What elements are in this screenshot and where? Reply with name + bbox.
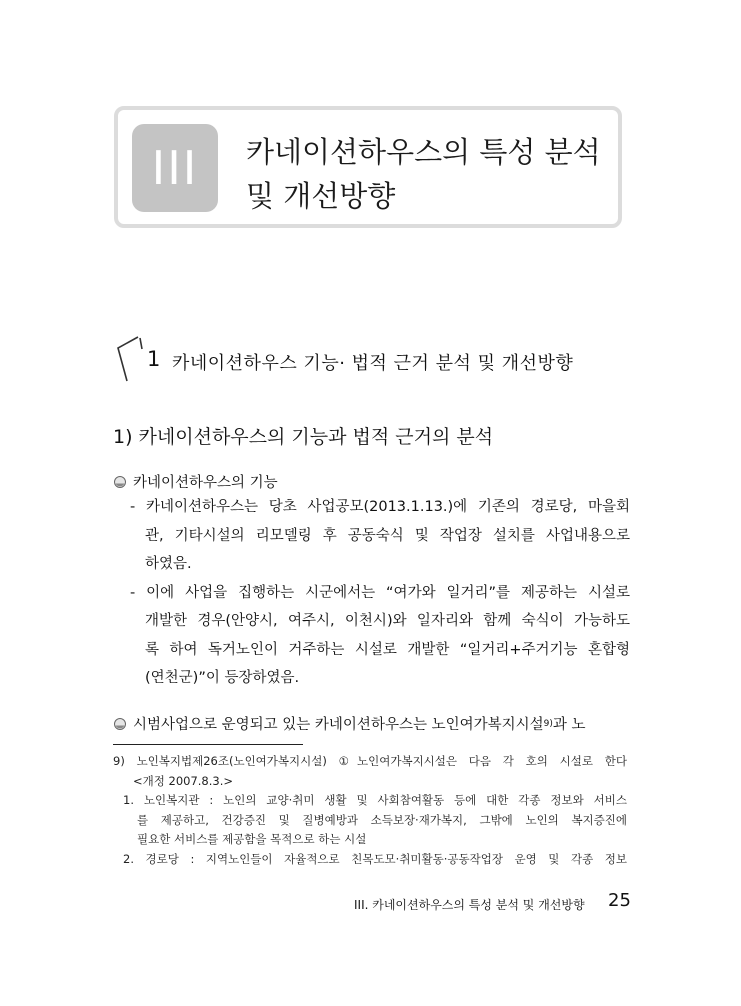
- bullet-text-tail: 과 노: [552, 717, 586, 733]
- section-heading: [114, 335, 634, 385]
- section-number: 1: [147, 347, 161, 371]
- body-line: 록 하여 독거노인이 거주하는 시설로 개발한 “일거리+주거기능 혼합형: [145, 641, 630, 658]
- footnote-line: 9) 노인복지법제26조(노인여가복지시설) ①노인여가복지시설은 다음 각 호의 시설로 한다: [113, 754, 627, 768]
- footnote-line: 1. 노인복지관 : 노인의 교양·취미 생활 및 사회참여활동 등에 대한 각종 정보와 서비스: [123, 793, 627, 807]
- chapter-title-line-2: 및 개선방향: [246, 179, 396, 213]
- subsection-title: 1) 카네이션하우스의 기능과 법적 근거의 분석: [113, 426, 494, 448]
- footnote-divider: [113, 744, 303, 745]
- footnote-ref[interactable]: 9): [543, 718, 553, 729]
- footnote: [113, 752, 627, 869]
- section-bracket-icon: [114, 335, 146, 385]
- bullet-circle-icon: [113, 717, 127, 731]
- footnote-line: 를 제공하고, 건강증진 및 질병예방과 소득보장·재가복지, 그밖에 노인의 복지증진에: [137, 812, 627, 827]
- bullet-item: [113, 471, 278, 492]
- chapter-header: [114, 106, 622, 228]
- chapter-title: [246, 130, 616, 218]
- body-line: - 이에 사업을 집행하는 시군에서는 “여가와 일거리”를 제공하는 시설로: [130, 584, 630, 601]
- section-title: 카네이션하우스 기능· 법적 근거 분석 및 개선방향: [172, 353, 574, 374]
- footnote-line: 2. 경로당 : 지역노인들이 자율적으로 친목도모·취미활동·공동작업장 운영 및 각종 정보: [123, 851, 627, 866]
- footnote-line: <개정 2007.8.3.>: [133, 773, 234, 788]
- bullet-label: 카네이션하우스의 기능: [133, 475, 278, 491]
- bullet-body: [130, 493, 630, 693]
- body-line: - 카네이션하우스는 당초 사업공모(2013.1.13.)에 기존의 경로당, 마을회: [130, 499, 630, 515]
- page-number: 25: [608, 890, 631, 911]
- chapter-numeral: III: [132, 124, 218, 212]
- body-line: 관, 기타시설의 리모델링 후 공동숙식 및 작업장 설치를 사업내용으로: [145, 527, 630, 544]
- bullet-item: [113, 713, 586, 734]
- body-line: 하였음.: [145, 556, 192, 572]
- bullet-text: 시범사업으로 운영되고 있는 카네이션하우스는 노인여가복지시설: [133, 717, 544, 733]
- footnote-line: 필요한 서비스를 제공함을 목적으로 하는 시설: [137, 832, 367, 846]
- running-footer: III. 카네이션하우스의 특성 분석 및 개선방향: [354, 898, 585, 912]
- body-line: 개발한 경우(안양시, 여주시, 이천시)와 일자리와 함께 숙식이 가능하도: [145, 613, 630, 629]
- chapter-title-line-1: 카네이션하우스의 특성 분석: [246, 135, 601, 169]
- body-line: (연천군)”이 등장하였음.: [145, 670, 300, 686]
- bullet-circle-icon: [113, 475, 127, 489]
